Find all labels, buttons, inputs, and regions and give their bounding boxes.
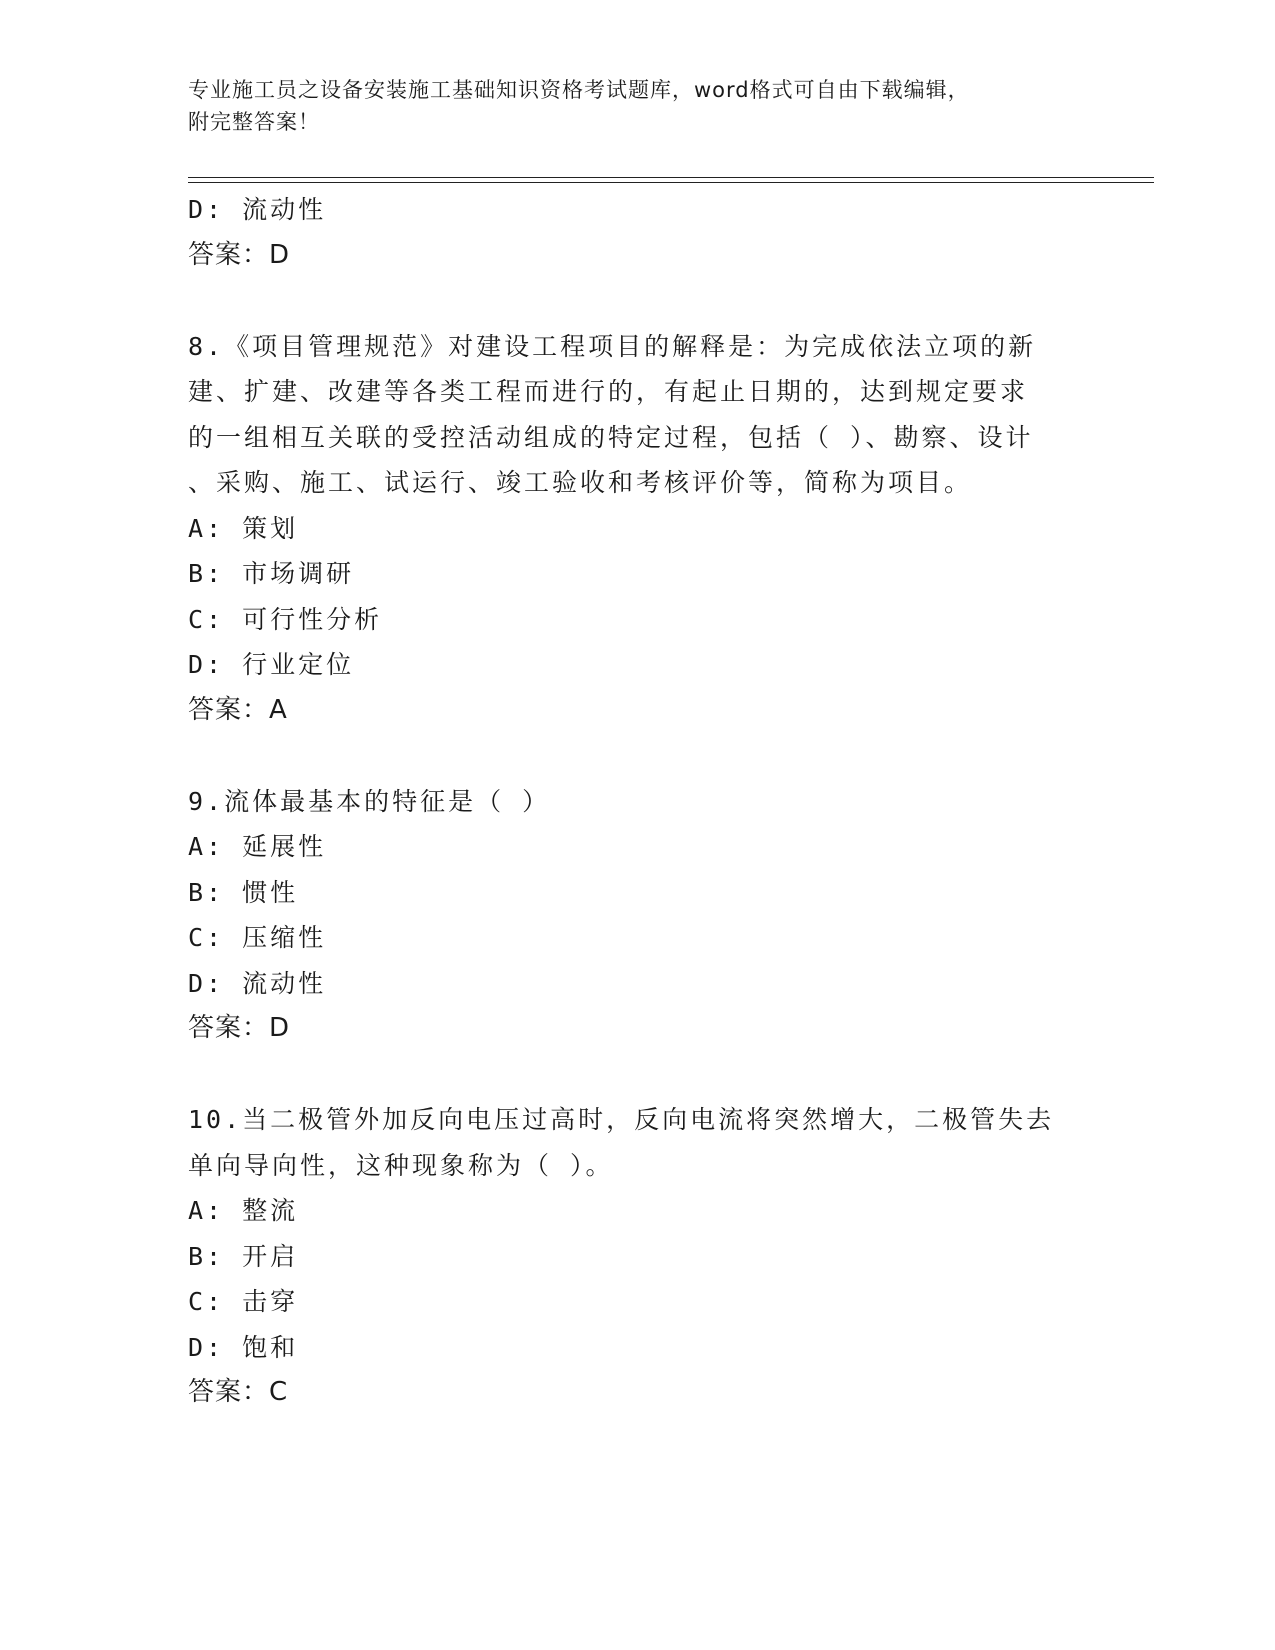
question-10 [188, 1097, 1088, 1416]
question-9-option-d: D: 流动性 [188, 968, 327, 998]
header-line-1: 专业施工员之设备安装施工基础知识资格考试题库，word格式可自由下载编辑， [188, 78, 970, 102]
prev-answer: 答案：D [188, 239, 291, 270]
header-line-2: 附完整答案！ [188, 110, 320, 134]
spacer [188, 733, 1088, 779]
question-10-answer: 答案：C [188, 1377, 289, 1407]
question-10-line-2: 单向导向性，这种现象称为（ ）。 [188, 1150, 614, 1180]
question-8 [188, 324, 1088, 734]
question-8-line-2: 建、扩建、改建等各类工程而进行的，有起止日期的，达到规定要求 [188, 377, 1029, 406]
question-10-option-c: C: 击穿 [188, 1287, 299, 1316]
question-9-option-b: B: 惯性 [188, 877, 299, 907]
question-8-line-3: 的一组相互关联的受控活动组成的特定过程，包括（ ）、勘察、设计 [188, 422, 1034, 452]
spacer [188, 1052, 1088, 1098]
question-8-option-b: B: 市场调研 [188, 559, 355, 588]
question-10-option-b: B: 开启 [188, 1241, 299, 1271]
header-divider-bottom [188, 182, 1154, 183]
question-9-option-c: C: 压缩性 [188, 923, 327, 952]
question-8-option-d: D: 行业定位 [188, 650, 355, 679]
question-8-answer: 答案：A [188, 694, 288, 725]
question-8-option-a: A: 策划 [188, 513, 299, 543]
question-9-line-1: 9.流体最基本的特征是（ ） [188, 786, 551, 816]
question-10-option-a: A: 整流 [188, 1196, 299, 1225]
question-10-line-1: 10.当二极管外加反向电压过高时，反向电流将突然增大，二极管失去 [188, 1105, 1055, 1134]
question-8-option-c: C: 可行性分析 [188, 604, 383, 634]
question-9-option-a: A: 延展性 [188, 832, 327, 861]
question-9-answer: 答案：D [188, 1013, 291, 1043]
prev-option-d: D: 流动性 [188, 195, 327, 224]
question-9 [188, 779, 1088, 1052]
spacer [188, 278, 1088, 324]
question-10-option-d: D: 饱和 [188, 1332, 299, 1362]
header-divider-top [188, 177, 1154, 178]
question-list [188, 187, 1088, 1416]
document-header [188, 74, 1068, 138]
question-8-line-4: 、采购、施工、试运行、竣工验收和考核评价等，简称为项目。 [188, 468, 973, 497]
question-8-line-1: 8.《项目管理规范》对建设工程项目的解释是：为完成依法立项的新 [188, 331, 1037, 361]
